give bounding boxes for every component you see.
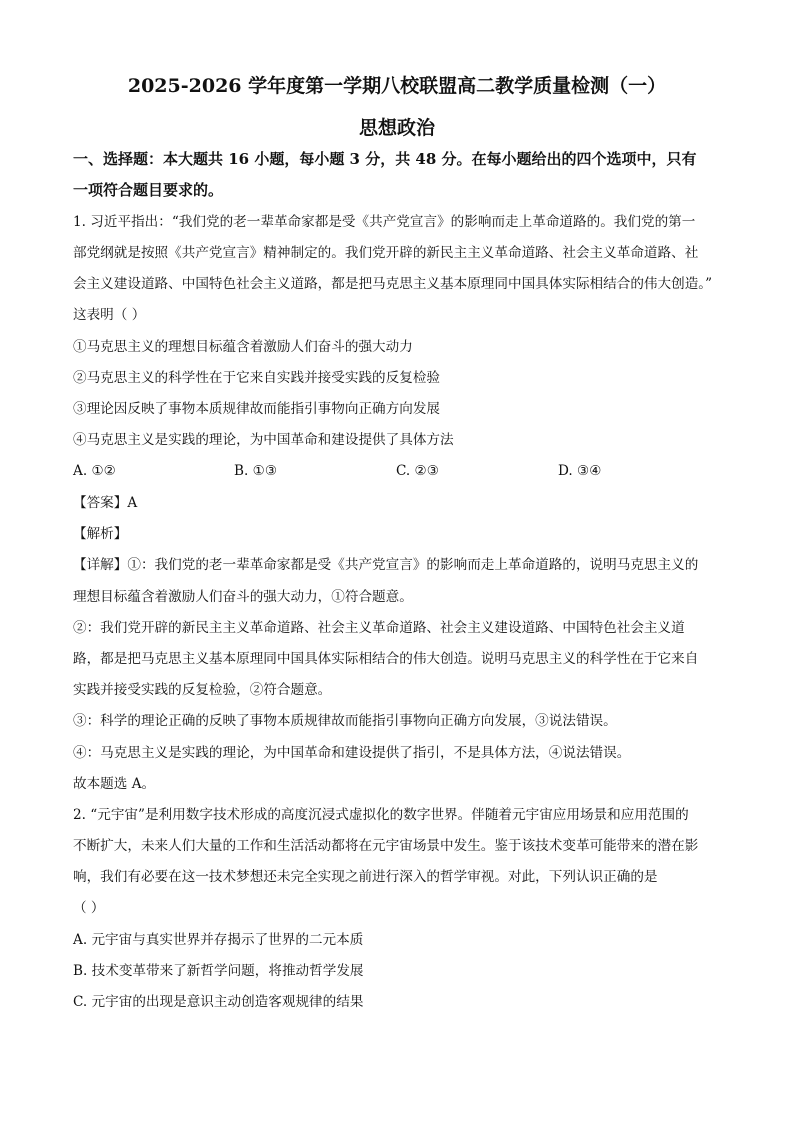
q2-option-c: C. 元宇宙的出现是意识主动创造客观规律的结果 (73, 994, 364, 1010)
q2-stem-line-1: 2. “元宇宙”是利用数字技术形成的高度沉浸式虚拟化的数字世界。伴随着元宇宙应用场景和应用范围的 (73, 807, 689, 823)
q1-option-b: B. ①③ (234, 463, 278, 479)
q1-explanation-line-4: 路，都是把马克思主义基本原理同中国具体实际相结合的伟大创造。说明马克思主义的科学性在于它来自 (73, 651, 699, 667)
q1-statement-3: ③理论因反映了事物本质规律故而能指引事物向正确方向发展 (73, 401, 441, 417)
section-heading-line-2: 一项符合题目要求的。 (73, 181, 224, 199)
q1-stem-line-2: 部党纲就是按照《共产党宣言》精神制定的。我们党开辟的新民主主义革命道路、社会主义革命道路、社 (73, 245, 699, 261)
q2-stem-line-4: （ ） (73, 900, 105, 916)
q1-option-a: A. ①② (73, 463, 116, 479)
q2-stem-line-3: 响，我们有必要在这一技术梦想还未完全实现之前进行深入的哲学审视。对此，下列认识正确的是 (73, 869, 658, 885)
q1-explanation-line-6: ③：科学的理论正确的反映了事物本质规律故而能指引事物向正确方向发展，③说法错误。 (73, 713, 617, 729)
q1-explanation-line-5: 实践并接受实践的反复检验，②符合题意。 (73, 682, 332, 698)
section-heading-line-1: 一、选择题：本大题共 16 小题，每小题 3 分，共 48 分。在每小题给出的四个选项中，只有 (73, 150, 697, 168)
q1-explanation-line-3: ②：我们党开辟的新民主主义革命道路、社会主义革命道路、社会主义建设道路、中国特色社会主义道 (73, 620, 685, 636)
q1-statement-2: ②马克思主义的科学性在于它来自实践并接受实践的反复检验 (73, 370, 441, 386)
q2-stem-line-2: 不断扩大，未来人们大量的工作和生活活动都将在元宇宙场景中发生。鉴于该技术变革可能带来的潜在影 (73, 838, 699, 854)
q1-explanation-line-1: 【详解】①：我们党的老一辈革命家都是受《共产党宣言》的影响而走上革命道路的，说明马克思主义的 (73, 557, 699, 573)
q1-stem-line-1: 1. 习近平指出：“我们党的老一辈革命家都是受《共产党宣言》的影响而走上革命道路的。我们党的第一 (73, 214, 696, 230)
subject-title: 思想政治 (358, 117, 435, 139)
q1-statement-1: ①马克思主义的理想目标蕴含着激励人们奋斗的强大动力 (73, 339, 413, 355)
q1-option-d: D. ③④ (558, 463, 602, 479)
q1-stem-line-3: 会主义建设道路、中国特色社会主义道路，都是把马克思主义基本原理同中国具体实际相结合的伟大创造。” (73, 276, 713, 292)
q1-explanation-line-8: 故本题选 A。 (73, 776, 156, 792)
exam-title: 2025-2026 学年度第一学期八校联盟高二教学质量检测（一） (127, 75, 667, 97)
q2-option-b: B. 技术变革带来了新哲学问题，将推动哲学发展 (73, 963, 364, 979)
q1-explanation-line-7: ④：马克思主义是实践的理论，为中国革命和建设提供了指引，不是具体方法，④说法错误。 (73, 745, 631, 761)
q1-stem-line-4: 这表明（ ） (73, 307, 146, 323)
q1-option-c: C. ②③ (396, 463, 439, 479)
q1-answer: 【答案】A (73, 495, 138, 511)
q1-analysis-label: 【解析】 (73, 526, 128, 542)
q1-statement-4: ④马克思主义是实践的理论，为中国革命和建设提供了具体方法 (73, 432, 454, 448)
q1-explanation-line-2: 理想目标蕴含着激励人们奋斗的强大动力，①符合题意。 (73, 589, 413, 605)
q2-option-a: A. 元宇宙与真实世界并存揭示了世界的二元本质 (73, 932, 364, 948)
